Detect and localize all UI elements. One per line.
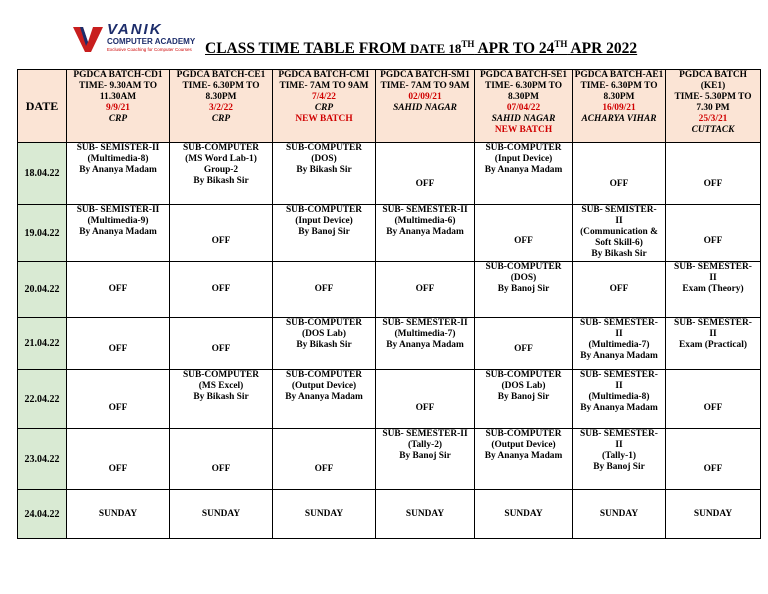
cell-line: SUB- SEMISTER- xyxy=(581,205,657,215)
cell-line: OFF xyxy=(703,403,723,413)
cell-line: Group-2 xyxy=(203,165,239,175)
batch-start-date: 16/09/21 xyxy=(602,103,636,113)
cell-line: SUNDAY xyxy=(304,508,344,519)
off-cell xyxy=(170,205,273,262)
cell-line: (Multimedia-8) xyxy=(588,392,650,402)
off-cell xyxy=(376,143,475,205)
batch-start-date: 07/04/22 xyxy=(506,103,541,113)
batch-location: CRP xyxy=(108,114,128,124)
sunday-cell xyxy=(170,490,273,539)
cell-line: By Bikash Sir xyxy=(296,165,352,175)
cell-line: SUB- SEMESTER-II xyxy=(382,205,468,215)
cell-line: (Multimedia-6) xyxy=(394,216,456,226)
batch-location: CUTTACK xyxy=(691,125,735,135)
cell-line: SUB-COMPUTER xyxy=(182,370,260,380)
cell-line: By Bikash Sir xyxy=(296,340,352,350)
class-cell xyxy=(573,205,666,262)
row-date: 24.04.22 xyxy=(18,490,67,539)
batch-location: SAHID NAGAR xyxy=(491,114,556,124)
cell-line: SUB- SEMESTER- xyxy=(580,370,658,380)
off-cell xyxy=(273,429,376,490)
logo-tagline: Exclusive Coaching for Computer Courses xyxy=(107,47,192,52)
off-cell xyxy=(67,370,170,429)
batch-name: PGDCA BATCH-AE1 xyxy=(574,70,664,80)
batch-header xyxy=(666,70,761,143)
batch-location: CRP xyxy=(211,114,231,124)
off-cell xyxy=(67,318,170,370)
cell-line: (DOS) xyxy=(510,273,537,283)
class-cell xyxy=(273,318,376,370)
cell-line: OFF xyxy=(703,464,723,474)
logo-brand: VANIK xyxy=(107,21,163,38)
cell-line: SUNDAY xyxy=(504,508,543,519)
cell-line: SUB-COMPUTER xyxy=(485,429,562,439)
batch-name: PGDCA BATCH (KE1) xyxy=(679,70,747,91)
cell-line: SUB-COMPUTER xyxy=(485,143,562,153)
batch-name: PGDCA BATCH-CD1 xyxy=(73,70,163,80)
timetable xyxy=(17,69,761,539)
cell-line: (Tally-1) xyxy=(601,451,637,461)
cell-line: (Multimedia-9) xyxy=(87,216,149,226)
sunday-cell xyxy=(666,490,761,539)
batch-header xyxy=(376,70,475,143)
cell-line: (MS Word Lab-1) xyxy=(185,154,257,164)
class-cell xyxy=(573,318,666,370)
batch-time: TIME- 7AM TO 9AM xyxy=(380,81,470,91)
cell-line: SUB-COMPUTER xyxy=(285,370,363,380)
batch-name: PGDCA BATCH-CE1 xyxy=(176,70,266,80)
off-cell xyxy=(475,318,573,370)
off-cell xyxy=(475,205,573,262)
cell-line: SUB-COMPUTER xyxy=(182,143,260,153)
class-cell xyxy=(666,262,761,318)
logo-subtitle: COMPUTER ACADEMY xyxy=(107,37,196,46)
cell-line: SUB- SEMESTER- xyxy=(580,429,658,439)
cell-line: (Input Device) xyxy=(494,154,553,164)
cell-line: By Bikash Sir xyxy=(193,392,249,402)
cell-line: (MS Excel) xyxy=(198,381,244,391)
cell-line: OFF xyxy=(609,284,629,294)
cell-line: By Banoj Sir xyxy=(399,451,451,461)
cell-line: (Multimedia-7) xyxy=(588,340,650,350)
batch-start-date: 02/09/21 xyxy=(408,92,442,102)
cell-line: Soft Skill-6) xyxy=(595,238,643,248)
cell-line: (Multimedia-8) xyxy=(87,154,149,164)
title-sup-2: TH xyxy=(554,39,568,49)
date-header: DATE xyxy=(18,70,67,143)
row-date: 19.04.22 xyxy=(18,205,67,262)
cell-line: By Bikash Sir xyxy=(591,249,647,259)
cell-line: OFF xyxy=(703,236,723,246)
row-date: 18.04.22 xyxy=(18,143,67,205)
cell-line: SUB- SEMISTER-II xyxy=(76,143,160,153)
cell-line: By Banoj Sir xyxy=(497,284,550,294)
class-cell xyxy=(170,143,273,205)
class-cell xyxy=(67,143,170,205)
sunday-cell xyxy=(376,490,475,539)
cell-line: SUB- SEMESTER- xyxy=(674,318,752,328)
row-date: 21.04.22 xyxy=(18,318,67,370)
table-row xyxy=(18,318,761,370)
cell-line: OFF xyxy=(514,236,533,246)
cell-line: By Banoj Sir xyxy=(298,227,350,237)
row-date: 23.04.22 xyxy=(18,429,67,490)
cell-line: OFF xyxy=(514,344,533,354)
class-cell xyxy=(475,143,573,205)
batch-header xyxy=(475,70,573,143)
class-cell xyxy=(170,370,273,429)
cell-line: By Ananya Madam xyxy=(580,351,658,361)
cell-line: SUNDAY xyxy=(599,508,639,519)
title-mid: APR TO 24 xyxy=(474,40,555,58)
cell-line: SUB-COMPUTER xyxy=(285,205,363,215)
class-cell xyxy=(273,370,376,429)
sunday-cell xyxy=(273,490,376,539)
class-cell xyxy=(475,370,573,429)
class-cell xyxy=(475,429,573,490)
off-cell xyxy=(170,262,273,318)
cell-line: By Ananya Madam xyxy=(285,392,363,402)
batch-name: PGDCA BATCH-SM1 xyxy=(380,70,470,80)
batch-location: CRP xyxy=(314,103,334,113)
cell-line: SUB- SEMESTER-II xyxy=(382,318,468,328)
class-cell xyxy=(376,429,475,490)
batch-start-date: 25/3/21 xyxy=(698,114,728,124)
batch-time: TIME- 9.30AM TO 11.30AM xyxy=(78,81,158,102)
title-date-from: DATE 18 xyxy=(410,41,462,57)
row-date: 20.04.22 xyxy=(18,262,67,318)
batch-time: TIME- 6.30PM TO 8.30PM xyxy=(182,81,260,102)
cell-line: (DOS) xyxy=(311,154,337,164)
off-cell xyxy=(573,143,666,205)
cell-line: SUB- SEMESTER-II xyxy=(382,429,468,439)
cell-line: SUB-COMPUTER xyxy=(485,262,562,272)
cell-line: (Input Device) xyxy=(295,216,353,226)
row-date: 22.04.22 xyxy=(18,370,67,429)
cell-line: (Multimedia-7) xyxy=(394,329,456,339)
logo-v-icon xyxy=(71,24,105,54)
cell-line: (Output Device) xyxy=(291,381,357,391)
cell-line: (Output Device) xyxy=(491,440,556,450)
cell-line: By Ananya Madam xyxy=(79,165,157,175)
table-row xyxy=(18,490,761,539)
cell-line: By Banoj Sir xyxy=(593,462,645,472)
cell-line: OFF xyxy=(211,284,231,294)
cell-line: OFF xyxy=(108,344,128,354)
batch-header xyxy=(573,70,666,143)
class-cell xyxy=(573,429,666,490)
batch-time: TIME- 5.30PM TO 7.30 PM xyxy=(674,92,752,113)
batch-location: SAHID NAGAR xyxy=(393,103,457,113)
class-cell xyxy=(273,205,376,262)
table-row xyxy=(18,370,761,429)
off-cell xyxy=(67,429,170,490)
cell-line: OFF xyxy=(609,179,629,189)
cell-line: II xyxy=(615,381,623,391)
cell-line: OFF xyxy=(108,403,128,413)
cell-line: By Bikash Sir xyxy=(193,176,249,186)
sunday-cell xyxy=(475,490,573,539)
batch-start-date: 9/9/21 xyxy=(106,103,130,113)
cell-line: SUNDAY xyxy=(98,508,138,519)
batch-time: TIME- 6.30PM TO 8.30PM xyxy=(580,81,658,102)
off-cell xyxy=(170,429,273,490)
batch-header xyxy=(67,70,170,143)
batch-header xyxy=(170,70,273,143)
cell-line: By Ananya Madam xyxy=(484,165,563,175)
title-main: CLASS TIME TABLE FROM xyxy=(205,40,410,58)
off-cell xyxy=(666,143,761,205)
cell-line: (Tally-2) xyxy=(407,440,443,450)
batch-start-date: 3/2/22 xyxy=(209,103,233,113)
class-cell xyxy=(475,262,573,318)
cell-line: SUB- SEMESTER- xyxy=(674,262,752,272)
page-title xyxy=(205,39,637,58)
cell-line: SUB- SEMESTER- xyxy=(580,318,658,328)
cell-line: OFF xyxy=(703,179,723,189)
off-cell xyxy=(666,429,761,490)
sunday-cell xyxy=(67,490,170,539)
class-cell xyxy=(273,143,376,205)
class-cell xyxy=(573,370,666,429)
cell-line: Exam (Practical) xyxy=(679,340,747,350)
cell-line: OFF xyxy=(314,284,334,294)
cell-line: By Ananya Madam xyxy=(386,340,464,350)
batch-header xyxy=(273,70,376,143)
cell-line: SUB- SEMISTER-II xyxy=(76,205,160,215)
cell-line: SUB-COMPUTER xyxy=(285,318,363,328)
cell-line: SUNDAY xyxy=(693,508,733,519)
cell-line: SUB-COMPUTER xyxy=(485,370,562,380)
table-row xyxy=(18,429,761,490)
batch-note: NEW BATCH xyxy=(494,125,553,135)
off-cell xyxy=(376,370,475,429)
cell-line: OFF xyxy=(211,236,231,246)
table-row xyxy=(18,205,761,262)
off-cell xyxy=(67,262,170,318)
title-sup-1: TH xyxy=(461,39,475,49)
cell-line: OFF xyxy=(314,464,334,474)
cell-line: SUNDAY xyxy=(201,508,241,519)
off-cell xyxy=(666,205,761,262)
cell-line: (DOS Lab) xyxy=(501,381,546,391)
table-row xyxy=(18,262,761,318)
batch-time: TIME- 7AM TO 9AM xyxy=(279,81,369,91)
table-row xyxy=(18,143,761,205)
off-cell xyxy=(170,318,273,370)
cell-line: Exam (Theory) xyxy=(682,284,744,294)
cell-line: By Ananya Madam xyxy=(386,227,464,237)
sunday-cell xyxy=(573,490,666,539)
off-cell xyxy=(573,262,666,318)
batch-name: PGDCA BATCH-SE1 xyxy=(479,70,568,80)
cell-line: OFF xyxy=(415,403,435,413)
batch-location: ACHARYA VIHAR xyxy=(581,114,657,124)
class-cell xyxy=(67,205,170,262)
cell-line: By Ananya Madam xyxy=(79,227,157,237)
class-cell xyxy=(376,318,475,370)
cell-line: OFF xyxy=(415,284,435,294)
cell-line: (DOS Lab) xyxy=(301,329,347,339)
batch-start-date: 7/4/22 xyxy=(312,92,336,102)
off-cell xyxy=(376,262,475,318)
batch-name: PGDCA BATCH-CM1 xyxy=(278,70,370,80)
cell-line: By Ananya Madam xyxy=(484,451,563,461)
cell-line: OFF xyxy=(211,464,231,474)
cell-line: SUB-COMPUTER xyxy=(285,143,363,153)
off-cell xyxy=(666,370,761,429)
vanik-logo xyxy=(71,22,201,56)
cell-line: II xyxy=(709,273,717,283)
batch-time: TIME- 6.30PM TO 8.30PM xyxy=(485,81,562,102)
cell-line: By Banoj Sir xyxy=(497,392,550,402)
class-cell xyxy=(376,205,475,262)
cell-line: SUNDAY xyxy=(405,508,445,519)
batch-note: NEW BATCH xyxy=(295,114,353,124)
cell-line: II xyxy=(709,329,717,339)
cell-line: OFF xyxy=(108,284,128,294)
cell-line: By Ananya Madam xyxy=(580,403,658,413)
cell-line: (Communication & xyxy=(580,227,658,237)
class-cell xyxy=(666,318,761,370)
title-end: APR 2022 xyxy=(567,40,638,58)
cell-line: II xyxy=(615,216,623,226)
header-row xyxy=(18,70,761,143)
cell-line: OFF xyxy=(415,179,435,189)
cell-line: OFF xyxy=(211,344,231,354)
cell-line: II xyxy=(615,440,623,450)
cell-line: II xyxy=(615,329,623,339)
cell-line: OFF xyxy=(108,464,128,474)
off-cell xyxy=(273,262,376,318)
